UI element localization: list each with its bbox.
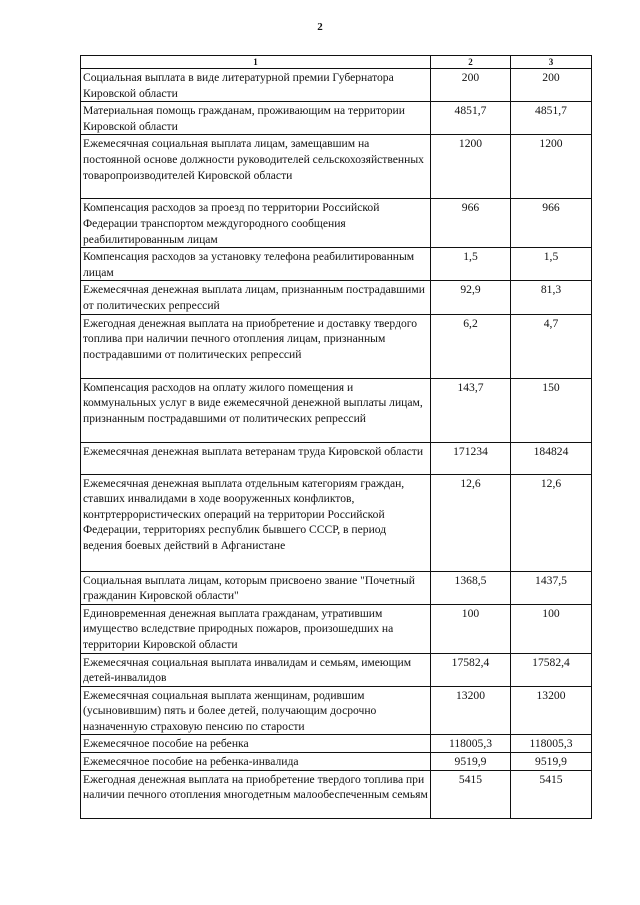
row-value-3: 4,7 [511,314,592,378]
column-header-1: 1 [81,56,431,69]
row-value-3: 17582,4 [511,653,592,686]
row-value-3: 1437,5 [511,571,592,604]
row-value-3: 12,6 [511,474,592,571]
row-name: Компенсация расходов на оплату жилого помещения и коммунальных услуг в виде ежемесячной денежной выплаты лицам, признанным пострадавшими от политических репрессий [81,378,431,442]
row-value-2: 9519,9 [431,753,511,771]
row-name: Ежемесячное пособие на ребенка [81,735,431,753]
row-value-3: 184824 [511,442,592,474]
table-row [81,735,592,753]
row-value-2: 12,6 [431,474,511,571]
row-value-2: 200 [431,69,511,102]
row-value-3: 150 [511,378,592,442]
row-name: Социальная выплата лицам, которым присвоено звание "Почетный гражданин Кировской области" [81,571,431,604]
row-name: Ежемесячная социальная выплата лицам, замещавшим на постоянной основе должности руководителей сельскохозяйственных товаропроизводителей Кировской области [81,135,431,199]
row-name: Ежемесячная социальная выплата инвалидам и семьям, имеющим детей-инвалидов [81,653,431,686]
row-name: Ежемесячное пособие на ребенка-инвалида [81,753,431,771]
column-header-2: 2 [431,56,511,69]
row-name: Ежемесячная денежная выплата ветеранам труда Кировской области [81,442,431,474]
row-name: Компенсация расходов за установку телефона реабилитированным лицам [81,248,431,281]
column-header-3: 3 [511,56,592,69]
row-value-3: 966 [511,199,592,248]
row-name: Ежегодная денежная выплата на приобретение твердого топлива при наличии печного отопления многодетным малообеспеченным семьям [81,770,431,818]
row-value-3: 1200 [511,135,592,199]
table-row [81,199,592,248]
table-row [81,474,592,571]
row-value-2: 6,2 [431,314,511,378]
row-value-3: 118005,3 [511,735,592,753]
row-name: Единовременная денежная выплата гражданам, утратившим имущество вследствие природных пожаров, произошедших на территории Кировской области [81,604,431,653]
row-name: Ежемесячная социальная выплата женщинам, родившим (усыновившим) пять и более детей, получающим досрочно назначенную страховую пенсию по старости [81,686,431,735]
row-value-2: 171234 [431,442,511,474]
row-name: Ежемесячная денежная выплата отдельным категориям граждан, ставших инвалидами в ходе вооруженных конфликтов, контртеррористических операций на территории Российской Федерации, территориях республик бывшего СССР, в период ведения боевых действий в Афганистане [81,474,431,571]
row-value-2: 1368,5 [431,571,511,604]
row-value-2: 92,9 [431,281,511,314]
row-name: Социальная выплата в виде литературной премии Губернатора Кировской области [81,69,431,102]
row-value-3: 81,3 [511,281,592,314]
row-name: Компенсация расходов за проезд по территории Российской Федерации транспортом междугородного сообщения реабилитированным лицам [81,199,431,248]
table-row [81,571,592,604]
row-value-3: 4851,7 [511,102,592,135]
table-row [81,653,592,686]
budget-table [80,55,592,819]
table-row [81,442,592,474]
row-value-3: 1,5 [511,248,592,281]
table-row [81,604,592,653]
row-value-3: 9519,9 [511,753,592,771]
row-value-2: 5415 [431,770,511,818]
row-name: Ежегодная денежная выплата на приобретение и доставку твердого топлива при наличии печного отопления лицам, признанным пострадавшими от политических репрессий [81,314,431,378]
row-value-2: 966 [431,199,511,248]
table-row [81,770,592,818]
row-value-2: 1,5 [431,248,511,281]
table-row [81,686,592,735]
row-value-3: 5415 [511,770,592,818]
table-row [81,378,592,442]
row-value-2: 4851,7 [431,102,511,135]
row-value-3: 100 [511,604,592,653]
table-header-row [81,56,592,69]
row-value-2: 100 [431,604,511,653]
row-value-2: 17582,4 [431,653,511,686]
row-name: Материальная помощь гражданам, проживающим на территории Кировской области [81,102,431,135]
table-row [81,69,592,102]
row-value-2: 118005,3 [431,735,511,753]
table-row [81,314,592,378]
row-name: Ежемесячная денежная выплата лицам, признанным пострадавшими от политических репрессий [81,281,431,314]
table-row [81,248,592,281]
row-value-2: 13200 [431,686,511,735]
row-value-3: 200 [511,69,592,102]
table-row [81,102,592,135]
table-row [81,135,592,199]
row-value-2: 143,7 [431,378,511,442]
table-row [81,753,592,771]
page-number: 2 [317,21,323,33]
row-value-3: 13200 [511,686,592,735]
table-row [81,281,592,314]
row-value-2: 1200 [431,135,511,199]
